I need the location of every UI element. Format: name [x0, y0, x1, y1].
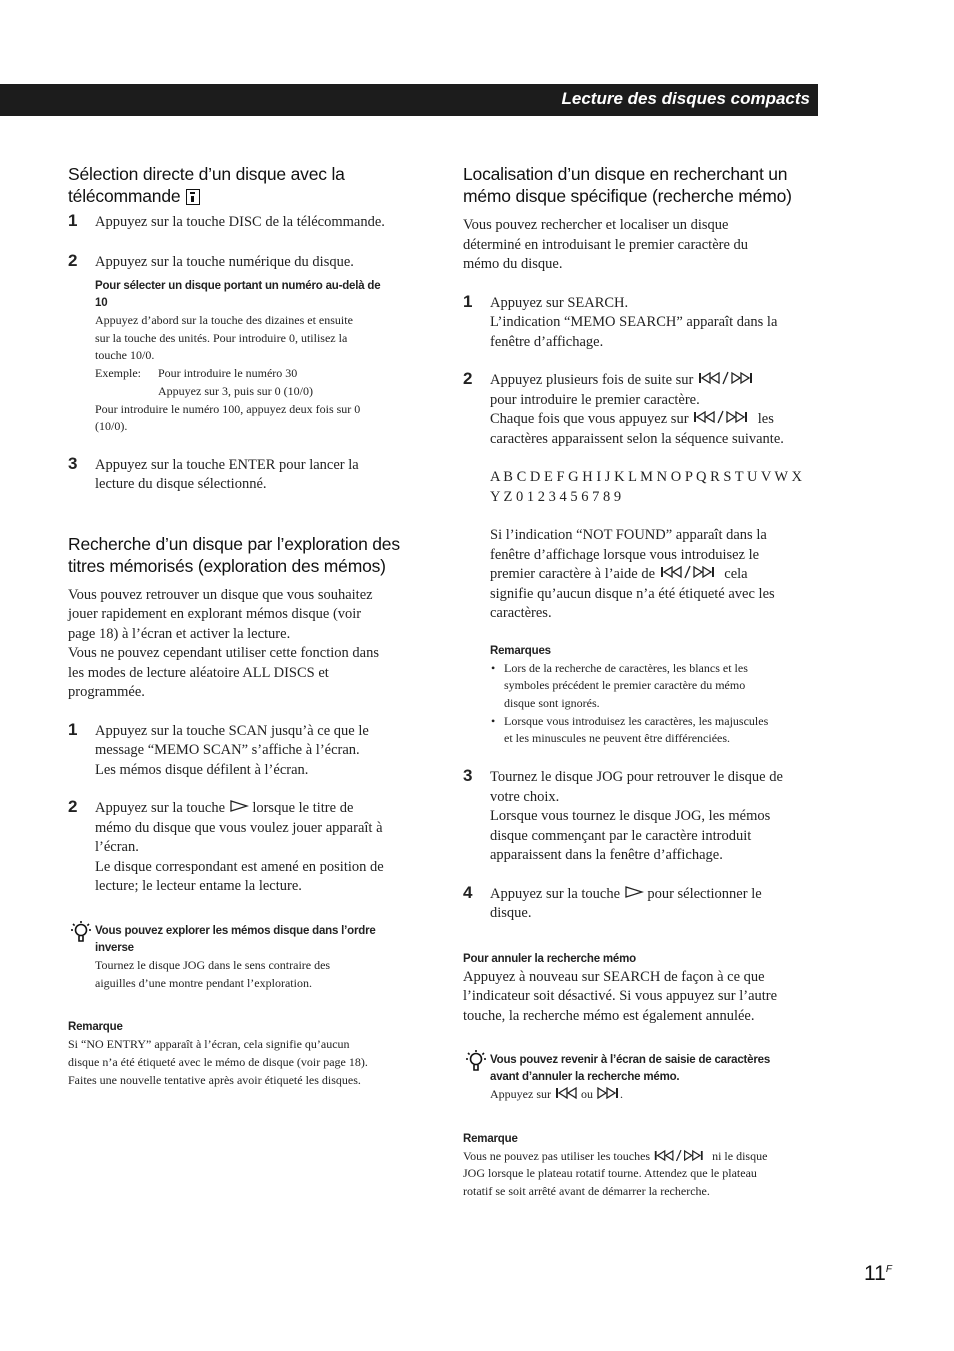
memo-scan-intro: Vous pouvez retrouver un disque que vous souhaitez jouer rapidement en explorant mémos disque (voir page 18) à l’écran et activer la lecture. Vous ne pouvez cependant utiliser cette fonction dans les modes de lecture aléatoire ALL DISCS et programmée.	[68, 586, 379, 701]
subsection-body: Appuyez d’abord sur la touche des dizaines et ensuite sur la touche des unités. Pour introduire 0, utilisez la touche 10/0. Exemple: Pour introduire le numéro 30 Appuyez sur 3, puis sur 0 (10/0) Pour introduire le numéro 100, appuyez deux fois sur 0 (10/0).	[95, 313, 361, 434]
cancel-title: Pour annuler la recherche mémo	[463, 952, 636, 965]
search-step-3: 3 Tournez le disque JOG pour retrouver le disque de votre choix. Lorsque vous tournez le disque JOG, les mémos disque commençant par le caractère introduit apparaissent dans la fenêtre d’affichage.	[463, 766, 783, 864]
remarks-list	[490, 660, 823, 749]
memo-search-intro: Vous pouvez rechercher et localiser un disque déterminé en introduisant le premier caractère du mémo du disque.	[463, 217, 749, 272]
play-icon	[229, 799, 249, 813]
not-found-text: Si l’indication “NOT FOUND” apparaît dans la fenêtre d’affichage lorsque vous introduisez le premier caractère à l’aide de cela signifie qu’aucun disque n’a été étiqueté avec les caractères.	[490, 527, 775, 621]
tip-lightbulb-icon	[70, 920, 92, 944]
search-step-1: 1 Appuyez sur SEARCH. L’indication “MEMO SEARCH” apparaît dans la fenêtre d’affichage.	[463, 291, 778, 350]
tip-lightbulb-icon	[465, 1049, 487, 1073]
prev-next-icon	[697, 371, 759, 385]
page-number: $11^F$	[864, 1262, 892, 1285]
section-title-direct-selection: Sélection directe d’un disque avec la télécommande	[68, 164, 345, 206]
scan-step-1: 1 Appuyez sur la touche SCAN jusqu’à ce que le message “MEMO SCAN” s’affiche à l’écran. Les mémos disque défilent à l’écran.	[68, 719, 369, 778]
right-column	[463, 163, 823, 1201]
scan-step-2: 2 Appuyez sur la touche lorsque le titre de mémo du disque que vous voulez jouer apparaît à l’écran. Le disque correspondant est amené en position de lecture; le lecteur entame la lecture.	[68, 797, 384, 895]
play-icon	[624, 885, 644, 899]
remarks-title: Remarques	[490, 644, 551, 657]
page-header-banner	[0, 84, 818, 116]
note-title: Remarque	[68, 1021, 123, 1034]
section-title-memo-search: Localisation d’un disque en recherchant un mémo disque spécifique (recherche mémo)	[463, 164, 792, 206]
prev-next-icon	[692, 410, 754, 424]
step-3: 3 Appuyez sur la touche ENTER pour lancer la lecture du disque sélectionné.	[68, 453, 359, 493]
section-title-memo-scan: Recherche d’un disque par l’exploration des titres mémorisés (exploration des mémos)	[68, 533, 400, 576]
search-step-4: 4 Appuyez sur la touche pour sélectionner le disque.	[463, 882, 762, 922]
tip-body: Appuyez sur ou .	[490, 1087, 623, 1102]
search-step-2: 2 Appuyez plusieurs fois de suite sur pour introduire le premier caractère. Chaque fois que vous appuyez sur les caractères apparaissent selon la séquence suivante. A B C D E F G H I J K L M N O P Q R S T U V W X Y Z 0 1 2 3 4 5 6 7 8 9 Si l’indication “NOT FOUND” apparaît dans la fenêtre d’affichage lorsque vous introduisez le premier caractère à l’aide de cela signifie qu’aucun disque n’a été étiqueté avec les caractères. Remarques • Lors de la recherche de caractères, les blancs et les symboles précédent le premier caractère du mémo disque sont ignorés. • Lorsque vous introduisez les caractères, les majuscules et les minuscules ne peuvent être différenciées.	[463, 371, 823, 748]
remote-control-icon	[186, 189, 200, 205]
page-header-title: Lecture des disques compacts	[561, 89, 810, 108]
list-item: • Lors de la recherche de caractères, les blancs et les symboles précédent le premier caractère du mémo disque sont ignorés.	[491, 660, 748, 710]
note-body: Si “NO ENTRY” apparaît à l’écran, cela signifie qu’aucun disque n’a été étiqueté avec le mémo de disque (voir page 18). Faites une nouvelle tentative après avoir étiqueté les disques.	[68, 1037, 368, 1087]
prev-icon	[554, 1086, 578, 1100]
tip-title: Vous pouvez explorer les mémos disque dans l’ordre inverse	[95, 924, 376, 954]
tip-title: Vous pouvez revenir à l’écran de saisie de caractères avant d’annuler la recherche mémo.	[490, 1054, 771, 1084]
note-title: Remarque	[463, 1132, 518, 1145]
note-body: Vous ne pouvez pas utiliser les touches ni le disque JOG lorsque le plateau rotatif tourne. Attendez que le plateau rotatif se soit arrêté avant de démarrer la recherche.	[463, 1148, 768, 1199]
tip-box	[68, 923, 428, 992]
character-sequence: A B C D E F G H I J K L M N O P Q R S T U V W X Y Z 0 1 2 3 4 5 6 7 8 9	[490, 469, 802, 505]
tip-body: Tournez le disque JOG dans le sens contraire des aiguilles d’une montre pendant l’exploration.	[95, 957, 331, 990]
prev-next-icon	[653, 1149, 709, 1162]
left-column	[68, 163, 428, 1089]
step-2: 2 Appuyez sur la touche numérique du disque. Pour sélecter un disque portant un numéro au-delà de 10 Appuyez d’abord sur la touche des dizaines et ensuite sur la touche des unités. Pour introduire 0, utilisez la touche 10/0. Exemple: Pour introduire le numéro 30 Appuyez sur 3, puis sur 0 (10/0) Pour introduire le numéro 100, appuyez deux fois sur 0 (10/0).	[68, 253, 428, 436]
cancel-body: Appuyez à nouveau sur SEARCH de façon à ce que l’indicateur soit désactivé. Si vous appuyez sur l’autre touche, la recherche mémo est également annulée.	[463, 968, 778, 1024]
list-item: • Lorsque vous introduisez les caractères, les majuscules et les minuscules ne peuvent être différenciées.	[491, 713, 769, 746]
subsection-title: Pour sélecter un disque portant un numéro au-delà de 10	[95, 280, 381, 309]
next-icon	[596, 1086, 620, 1100]
tip-box	[463, 1052, 823, 1104]
prev-next-icon	[659, 565, 721, 579]
step-1: 1 Appuyez sur la touche DISC de la télécommande.	[68, 211, 385, 230]
